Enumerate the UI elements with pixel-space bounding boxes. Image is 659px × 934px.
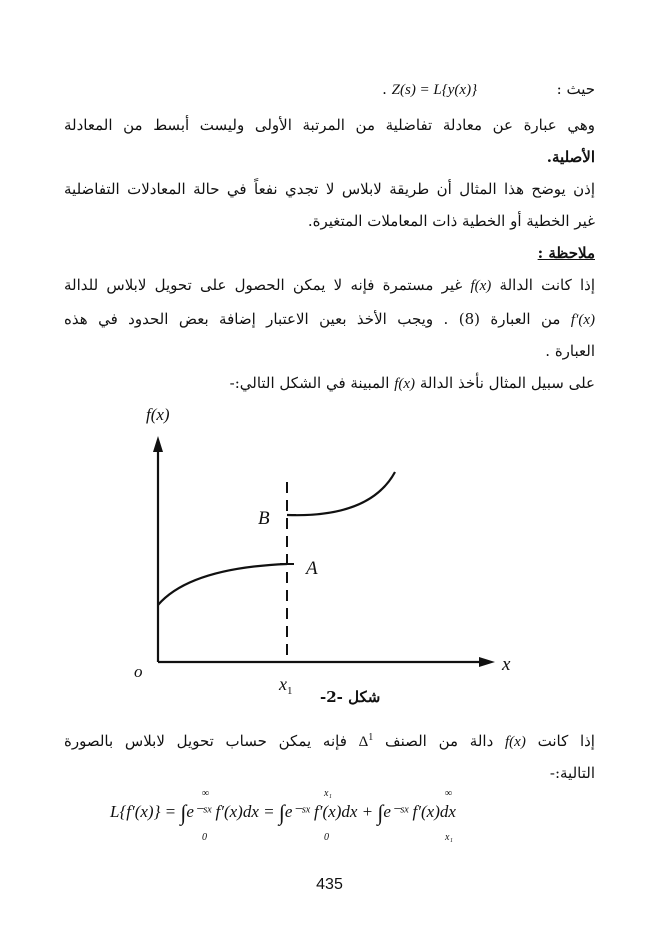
integral-3-lower: x₁ [445,832,453,843]
integral-sign-2: ∫ [278,800,285,825]
paragraph3-line1-b: دالة من الصنف [385,732,494,750]
curve-after-x1 [287,472,395,515]
note-line1 [64,276,595,295]
where-label: حيث : [556,80,595,98]
x-axis-label: x [502,654,511,675]
where-line: حيث : Z(s) = L{y(x)} . [382,80,595,98]
equation-term2: e⁻ˢˣ f′(x)dx + [284,802,374,821]
function-class [359,734,374,750]
paragraph2-line2: غير الخطية أو الخطية ذات المعاملات المتغيرة. [307,212,595,230]
equation-lhs: L{f′(x)} = [110,802,177,821]
paragraph1-line1: وهي عبارة عن معادلة تفاضلية من المرتبة الأولى وليست أبسط من المعادلة [64,116,595,134]
note-line4-a: على سبيل المثال نأخذ الدالة [419,374,595,392]
y-axis-label: f(x) [146,405,170,424]
point-a-label: A [306,558,318,579]
integral-1-lower: 0 [202,832,207,843]
integral-2-lower: 0 [324,832,329,843]
integral-1-upper: ∞ [202,788,210,799]
figure-caption: شكل -2- [320,688,381,706]
note-line1-b: غير مستمرة فإنه لا يمكن الحصول على تحويل لابلاس للدالة [64,276,463,294]
note-line2 [64,310,595,329]
paragraph3-line1-fx: f(x) [505,734,526,750]
paragraph3-line1-a: إذا كانت [537,732,595,750]
note-line4 [230,374,595,393]
x1-label-base: x [279,674,287,694]
y-axis-arrow [153,436,163,452]
integral-sign-1: ∫ [180,800,187,825]
note-line3: العبارة . [545,342,595,360]
laplace-derivative-equation [110,800,456,826]
point-b-label: B [258,508,270,529]
note-line1-a: إذا كانت الدالة [499,276,596,294]
paragraph3-line1-c: فإنه يمكن حساب تحويل لابلاس بالصورة [64,732,347,750]
note-line1-fx: f(x) [470,278,492,294]
integral-3-upper: ∞ [445,788,453,799]
function-class-symbol: Δ [358,734,369,750]
equation-term3: e⁻ˢˣ f′(x)dx [383,802,456,821]
note-heading: ملاحظة : [537,244,595,262]
paragraph3-line1 [64,732,595,751]
origin-label: o [134,662,143,681]
note-line2-fpx: f′(x) [570,312,596,328]
equation-term1: e⁻ˢˣ f′(x)dx = [186,802,275,821]
x1-label [278,674,293,697]
integral-2-upper: x₁ [324,788,332,799]
page-number: 435 [316,876,343,893]
paragraph3-line2: التالية:- [549,764,595,782]
note-line4-b: المبينة في الشكل التالي:- [229,374,390,392]
curve-before-x1 [158,564,287,605]
x1-label-subscript: 1 [287,685,293,697]
note-line4-fx: f(x) [394,376,416,392]
paragraph1-line2: الأصلية. [546,148,595,166]
z-of-s-formula: Z(s) = L{y(x)} [391,82,478,98]
x-axis-arrow [479,657,495,667]
note-line2-b: من العبارة (8) . ويجب الأخذ بعين الاعتبار إضافة بعض الحدود في هذه [64,310,561,328]
function-class-superscript: 1 [368,732,374,743]
paragraph2-line1: إذن يوضح هذا المثال أن طريقة لابلاس لا تجدي نفعاً في حالة المعادلات التفاضلية [64,180,595,198]
integral-sign-3: ∫ [377,800,384,825]
